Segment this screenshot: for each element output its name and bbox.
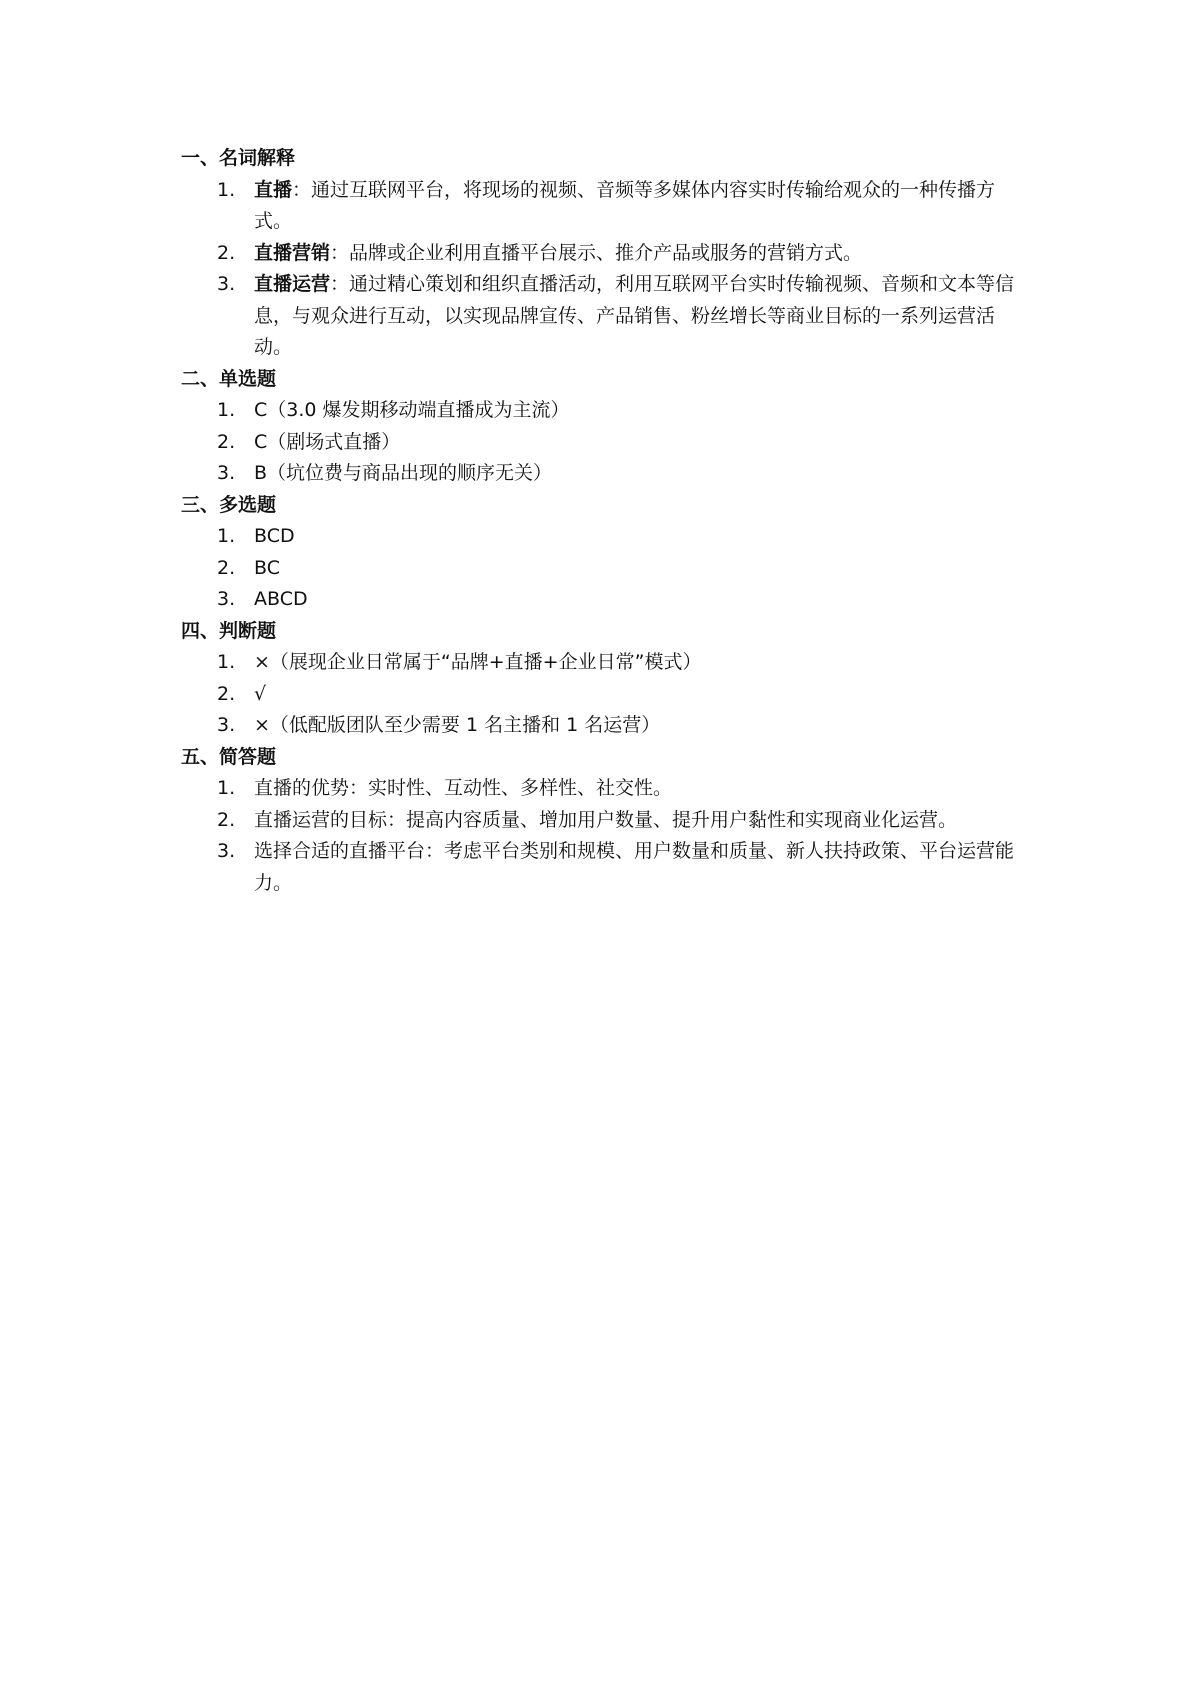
item-number: 2. — [217, 241, 236, 264]
item-text: ×（展现企业日常属于“品牌+直播+企业日常”模式） — [254, 651, 702, 673]
item-text — [254, 175, 1021, 238]
term-definition: ：通过互联网平台，将现场的视频、音频等多媒体内容实时传输给观众的一种传播方式。 — [254, 178, 996, 232]
list-item — [181, 553, 1021, 585]
section-heading: 五、简答题 — [181, 745, 277, 768]
list-item — [181, 710, 1021, 742]
list-item — [181, 269, 1021, 364]
item-number: 3. — [217, 273, 236, 295]
list-item — [181, 679, 1021, 711]
item-number: 1. — [217, 525, 236, 547]
item-list — [181, 175, 1021, 364]
item-number: 1. — [217, 178, 236, 201]
item-number: 3. — [217, 462, 236, 484]
item-text: C（3.0 爆发期移动端直播成为主流） — [254, 399, 570, 421]
item-text — [254, 238, 1021, 270]
item-number: 1. — [217, 777, 236, 799]
list-item — [181, 836, 1021, 899]
term-definition: ：品牌或企业利用直播平台展示、推介产品或服务的营销方式。 — [330, 241, 863, 264]
item-number: 3. — [217, 588, 236, 610]
term-label: 直播营销 — [254, 241, 331, 264]
item-text: √ — [254, 682, 267, 705]
item-text — [254, 269, 1021, 364]
list-item — [181, 427, 1021, 459]
section-multiple-choice — [181, 490, 1021, 616]
section-true-false — [181, 616, 1021, 742]
section-heading: 四、判断题 — [181, 619, 277, 642]
section-term-definitions — [181, 143, 1021, 364]
item-text: C（剧场式直播） — [254, 430, 401, 453]
list-item — [181, 458, 1021, 490]
item-text: 直播的优势：实时性、互动性、多样性、社交性。 — [254, 777, 673, 799]
list-item — [181, 175, 1021, 238]
item-number: 2. — [217, 430, 236, 453]
list-item — [181, 395, 1021, 427]
term-label: 直播 — [254, 178, 293, 201]
item-number: 3. — [217, 840, 236, 862]
item-list — [181, 395, 1021, 490]
section-heading: 一、名词解释 — [181, 147, 296, 169]
term-label: 直播运营 — [254, 273, 331, 295]
item-number: 1. — [217, 399, 236, 421]
document-body — [181, 143, 1021, 899]
section-heading: 二、单选题 — [181, 367, 277, 390]
list-item — [181, 773, 1021, 805]
item-number: 2. — [217, 682, 236, 705]
section-single-choice — [181, 364, 1021, 490]
list-item — [181, 805, 1021, 837]
list-item — [181, 238, 1021, 270]
list-item — [181, 584, 1021, 616]
item-number: 2. — [217, 556, 236, 579]
section-heading: 三、多选题 — [181, 493, 277, 516]
item-text: 直播运营的目标：提高内容质量、增加用户数量、提升用户黏性和实现商业化运营。 — [254, 808, 958, 831]
item-number: 3. — [217, 714, 236, 736]
item-text: ABCD — [254, 588, 308, 610]
item-text: BCD — [254, 525, 295, 547]
list-item — [181, 647, 1021, 679]
item-number: 2. — [217, 808, 236, 831]
item-text: 选择合适的直播平台：考虑平台类别和规模、用户数量和质量、新人扶持政策、平台运营能力。 — [254, 840, 1015, 894]
item-text: B（坑位费与商品出现的顺序无关） — [254, 462, 553, 484]
list-item — [181, 521, 1021, 553]
item-list — [181, 647, 1021, 742]
item-list — [181, 773, 1021, 899]
item-text: ×（低配版团队至少需要 1 名主播和 1 名运营） — [254, 714, 661, 736]
item-number: 1. — [217, 651, 236, 673]
item-text: BC — [254, 556, 280, 579]
item-list — [181, 521, 1021, 616]
term-definition: ：通过精心策划和组织直播活动，利用互联网平台实时传输视频、音频和文本等信息，与观众进行互动，以实现品牌宣传、产品销售、粉丝增长等商业目标的一系列运营活动。 — [254, 273, 1015, 358]
section-short-answer — [181, 742, 1021, 900]
